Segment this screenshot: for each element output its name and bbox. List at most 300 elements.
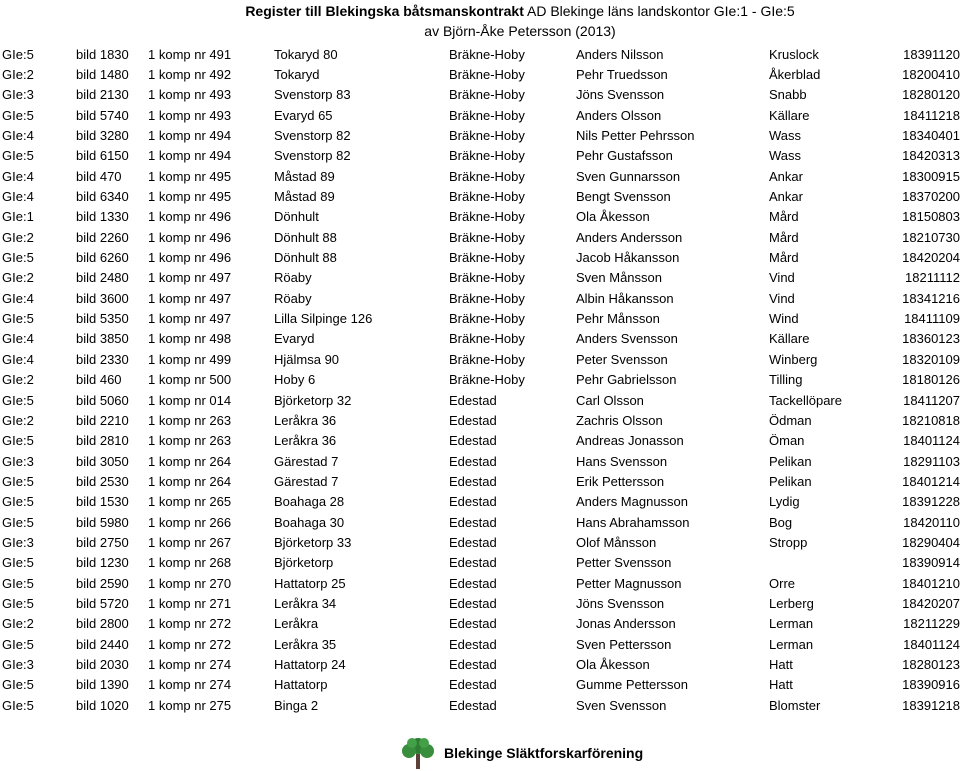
company-cell: 1 komp nr 271 [148,595,232,611]
name-cell: Jöns Svensson [576,87,665,103]
table-row [0,654,960,674]
table-row [0,247,960,267]
image-cell: bild 2330 [76,351,129,367]
name-cell: Pehr Gabrielsson [576,372,677,388]
place-cell: Evaryd 65 [274,107,333,123]
date-cell: 18411109 [904,311,960,327]
name-cell: Albin Håkansson [576,290,674,306]
table-row [0,125,960,145]
parish-cell: Edestad [449,697,497,713]
company-cell: 1 komp nr 497 [148,290,232,306]
date-cell: 18280123 [902,656,960,672]
tree-crown-top-left [407,738,417,748]
footer [400,738,660,768]
date-cell: 18341216 [902,290,960,306]
company-cell: 1 komp nr 499 [148,351,232,367]
image-cell: bild 1480 [76,67,129,83]
name-cell: Sven Pettersson [576,636,672,652]
company-cell: 1 komp nr 264 [148,473,232,489]
volume-cell: GIe:5 [2,392,34,408]
soldier-name-cell: Wass [769,128,802,144]
image-cell: bild 2810 [76,433,129,449]
image-cell: bild 6150 [76,148,129,164]
parish-cell: Bräkne-Hoby [449,311,525,327]
name-cell: Hans Abrahamsson [576,514,690,530]
name-cell: Sven Månsson [576,270,662,286]
image-cell: bild 2440 [76,636,129,652]
place-cell: Lilla Silpinge 126 [274,311,373,327]
image-cell: bild 2800 [76,616,129,632]
name-cell: Andreas Jonasson [576,433,684,449]
name-cell: Peter Svensson [576,351,668,367]
place-cell: Dönhult 88 [274,250,337,266]
tree-logo-icon [400,736,436,770]
table-row [0,471,960,491]
volume-cell: GIe:3 [2,87,34,103]
place-cell: Måstad 89 [274,189,335,205]
place-cell: Tokaryd [274,67,320,83]
company-cell: 1 komp nr 497 [148,270,232,286]
volume-cell: GIe:5 [2,46,34,62]
parish-cell: Bräkne-Hoby [449,250,525,266]
parish-cell: Edestad [449,453,497,469]
company-cell: 1 komp nr 496 [148,209,232,225]
table-row [0,532,960,552]
company-cell: 1 komp nr 494 [148,128,232,144]
soldier-name-cell: Mård [769,229,799,245]
volume-cell: GIe:5 [2,595,34,611]
date-cell: 18411218 [903,107,960,123]
date-cell: 18401214 [902,473,960,489]
volume-cell: GIe:5 [2,311,34,327]
header-title-bold: Register till Blekingska båtsmanskontrakt [245,3,524,19]
name-cell: Pehr Månsson [576,311,660,327]
place-cell: Leråkra 35 [274,636,337,652]
soldier-name-cell: Åkerblad [769,67,821,83]
date-cell: 18401124 [903,636,960,652]
company-cell: 1 komp nr 014 [148,392,232,408]
parish-cell: Edestad [449,677,497,693]
date-cell: 18150803 [902,209,960,225]
volume-cell: GIe:4 [2,351,34,367]
volume-cell: GIe:3 [2,453,34,469]
table-row [0,268,960,288]
soldier-name-cell: Wass [769,148,802,164]
soldier-name-cell: Källare [769,107,810,123]
date-cell: 18420204 [902,250,960,266]
date-cell: 18360123 [902,331,960,347]
date-cell: 18320109 [902,351,960,367]
table-row [0,146,960,166]
parish-cell: Bräkne-Hoby [449,107,525,123]
date-cell: 18420110 [903,514,960,530]
date-cell: 18401124 [903,433,960,449]
parish-cell: Edestad [449,575,497,591]
company-cell: 1 komp nr 491 [148,46,232,62]
name-cell: Ola Åkesson [576,656,650,672]
place-cell: Leråkra 36 [274,433,337,449]
place-cell: Svenstorp 82 [274,148,351,164]
table-row [0,553,960,573]
soldier-name-cell: Bog [769,514,793,530]
table-row [0,186,960,206]
company-cell: 1 komp nr 266 [148,514,232,530]
company-cell: 1 komp nr 274 [148,656,232,672]
parish-cell: Edestad [449,534,497,550]
place-cell: Gärestad 7 [274,473,339,489]
volume-cell: GIe:5 [2,494,34,510]
date-cell: 18420313 [902,148,960,164]
date-cell: 18420207 [902,595,960,611]
date-cell: 18280120 [902,87,960,103]
table-row [0,390,960,410]
header-title-rest: AD Blekinge läns landskontor GIe:1 - GIe:5 [526,3,795,19]
soldier-name-cell: Tackellöpare [769,392,842,408]
soldier-name-cell: Winberg [769,351,818,367]
place-cell: Binga 2 [274,697,319,713]
table-row [0,227,960,247]
image-cell: bild 1530 [76,494,129,510]
image-cell: bild 2210 [76,412,129,428]
name-cell: Sven Gunnarsson [576,168,681,184]
place-cell: Röaby [274,290,312,306]
date-cell: 18411207 [903,392,960,408]
image-cell: bild 470 [76,168,122,184]
volume-cell: GIe:5 [2,148,34,164]
image-cell: bild 1230 [76,555,129,571]
table-row [0,85,960,105]
image-cell: bild 3280 [76,128,129,144]
parish-cell: Edestad [449,656,497,672]
company-cell: 1 komp nr 498 [148,331,232,347]
date-cell: 18210730 [902,229,960,245]
date-cell: 18290404 [902,534,960,550]
soldier-name-cell: Vind [769,270,795,286]
company-cell: 1 komp nr 274 [148,677,232,693]
place-cell: Boahaga 28 [274,494,345,510]
table-row [0,675,960,695]
soldier-name-cell: Mård [769,250,799,266]
volume-cell: GIe:4 [2,331,34,347]
table-row [0,349,960,369]
soldier-name-cell: Mård [769,209,799,225]
volume-cell: GIe:5 [2,433,34,449]
parish-cell: Edestad [449,636,497,652]
image-cell: bild 460 [76,372,122,388]
volume-cell: GIe:4 [2,189,34,205]
place-cell: Tokaryd 80 [274,46,338,62]
parish-cell: Bräkne-Hoby [449,148,525,164]
soldier-name-cell: Lerberg [769,595,814,611]
parish-cell: Bräkne-Hoby [449,168,525,184]
place-cell: Dönhult [274,209,319,225]
table-row [0,431,960,451]
image-cell: bild 2260 [76,229,129,245]
name-cell: Anders Svensson [576,331,678,347]
place-cell: Gärestad 7 [274,453,339,469]
volume-cell: GIe:2 [2,616,34,632]
table-row [0,308,960,328]
parish-cell: Bräkne-Hoby [449,351,525,367]
soldier-name-cell: Ankar [769,189,803,205]
soldier-name-cell: Öman [769,433,805,449]
name-cell: Bengt Svensson [576,189,671,205]
volume-cell: GIe:5 [2,514,34,530]
company-cell: 1 komp nr 272 [148,636,232,652]
parish-cell: Edestad [449,473,497,489]
table-row [0,593,960,613]
place-cell: Björketorp [274,555,334,571]
image-cell: bild 1830 [76,46,129,62]
tree-trunk [416,754,420,769]
name-cell: Anders Olsson [576,107,662,123]
place-cell: Evaryd [274,331,315,347]
header-subtitle: av Björn-Åke Petersson (2013) [424,23,616,39]
table-row [0,44,960,64]
place-cell: Svenstorp 82 [274,128,351,144]
company-cell: 1 komp nr 495 [148,189,232,205]
register-table-body [0,44,960,715]
parish-cell: Bräkne-Hoby [449,87,525,103]
date-cell: 18300915 [902,168,960,184]
soldier-name-cell: Vind [769,290,795,306]
place-cell: Hattatorp [274,677,328,693]
place-cell: Björketorp 33 [274,534,352,550]
table-row [0,451,960,471]
parish-cell: Edestad [449,433,497,449]
volume-cell: GIe:5 [2,250,34,266]
soldier-name-cell: Källare [769,331,810,347]
parish-cell: Bräkne-Hoby [449,372,525,388]
soldier-name-cell: Ödman [769,412,812,428]
date-cell: 18340401 [902,128,960,144]
table-row [0,166,960,186]
soldier-name-cell: Ankar [769,168,803,184]
place-cell: Leråkra 36 [274,412,337,428]
image-cell: bild 1390 [76,677,129,693]
soldier-name-cell [769,553,899,573]
name-cell: Erik Pettersson [576,473,665,489]
name-cell: Nils Petter Pehrsson [576,128,695,144]
image-cell: bild 2130 [76,87,129,103]
soldier-name-cell: Lerman [769,616,814,632]
volume-cell: GIe:5 [2,107,34,123]
name-cell: Zachris Olsson [576,412,663,428]
table-row [0,512,960,532]
image-cell: bild 5740 [76,107,129,123]
volume-cell: GIe:4 [2,290,34,306]
date-cell: 18390916 [902,677,960,693]
volume-cell: GIe:4 [2,168,34,184]
table-row [0,105,960,125]
place-cell: Leråkra 34 [274,595,337,611]
date-cell: 18370200 [902,189,960,205]
image-cell: bild 5060 [76,392,129,408]
image-cell: bild 5720 [76,595,129,611]
name-cell: Jöns Svensson [576,595,665,611]
date-cell: 18200410 [902,67,960,83]
name-cell: Carl Olsson [576,392,644,408]
company-cell: 1 komp nr 268 [148,555,232,571]
date-cell: 18211229 [903,616,960,632]
place-cell: Dönhult 88 [274,229,337,245]
name-cell: Ola Åkesson [576,209,650,225]
image-cell: bild 3850 [76,331,129,347]
company-cell: 1 komp nr 265 [148,494,232,510]
parish-cell: Edestad [449,555,497,571]
table-row [0,634,960,654]
parish-cell: Bräkne-Hoby [449,189,525,205]
place-cell: Svenstorp 83 [274,87,351,103]
image-cell: bild 1330 [76,209,129,225]
table-row [0,288,960,308]
name-cell: Anders Nilsson [576,46,664,62]
volume-cell: GIe:5 [2,575,34,591]
company-cell: 1 komp nr 493 [148,87,232,103]
place-cell: Måstad 89 [274,168,335,184]
name-cell: Anders Magnusson [576,494,689,510]
parish-cell: Edestad [449,494,497,510]
table-row [0,329,960,349]
place-cell: Boahaga 30 [274,514,345,530]
register-table [0,44,960,715]
soldier-name-cell: Pelikan [769,453,812,469]
name-cell: Pehr Truedsson [576,67,668,83]
volume-cell: GIe:3 [2,656,34,672]
name-cell: Anders Andersson [576,229,683,245]
table-row [0,614,960,634]
soldier-name-cell: Lerman [769,636,814,652]
date-cell: 18180126 [902,372,960,388]
image-cell: bild 2590 [76,575,129,591]
name-cell: Jonas Andersson [576,616,676,632]
image-cell: bild 6260 [76,250,129,266]
soldier-name-cell: Hatt [769,677,793,693]
image-cell: bild 5980 [76,514,129,530]
soldier-name-cell: Blomster [769,697,821,713]
parish-cell: Bräkne-Hoby [449,67,525,83]
name-cell: Jacob Håkansson [576,250,680,266]
parish-cell: Bräkne-Hoby [449,128,525,144]
image-cell: bild 1020 [76,697,129,713]
company-cell: 1 komp nr 494 [148,148,232,164]
volume-cell: GIe:3 [2,534,34,550]
volume-cell: GIe:2 [2,412,34,428]
volume-cell: GIe:1 [2,209,34,225]
volume-cell: GIe:2 [2,67,34,83]
date-cell: 18391120 [903,46,960,62]
date-cell: 18291103 [903,453,960,469]
image-cell: bild 3600 [76,290,129,306]
image-cell: bild 3050 [76,453,129,469]
table-row [0,573,960,593]
parish-cell: Bräkne-Hoby [449,209,525,225]
table-row [0,695,960,715]
parish-cell: Edestad [449,595,497,611]
volume-cell: GIe:5 [2,697,34,713]
image-cell: bild 2750 [76,534,129,550]
header-title [0,0,960,21]
image-cell: bild 2530 [76,473,129,489]
soldier-name-cell: Hatt [769,656,793,672]
date-cell: 18210818 [902,412,960,428]
volume-cell: GIe:5 [2,555,34,571]
place-cell: Leråkra [274,616,319,632]
soldier-name-cell: Stropp [769,534,808,550]
company-cell: 1 komp nr 492 [148,67,232,83]
volume-cell: GIe:2 [2,372,34,388]
company-cell: 1 komp nr 496 [148,250,232,266]
soldier-name-cell: Kruslock [769,46,819,62]
soldier-name-cell: Lydig [769,494,800,510]
place-cell: Hjälmsa 90 [274,351,340,367]
name-cell: Hans Svensson [576,453,668,469]
volume-cell: GIe:5 [2,473,34,489]
parish-cell: Bräkne-Hoby [449,270,525,286]
company-cell: 1 komp nr 264 [148,453,232,469]
volume-cell: GIe:5 [2,636,34,652]
parish-cell: Bräkne-Hoby [449,229,525,245]
name-cell: Petter Svensson [576,555,672,571]
company-cell: 1 komp nr 497 [148,311,232,327]
place-cell: Björketorp 32 [274,392,352,408]
image-cell: bild 5350 [76,311,129,327]
parish-cell: Edestad [449,616,497,632]
table-row [0,64,960,84]
image-cell: bild 2480 [76,270,129,286]
soldier-name-cell: Snabb [769,87,807,103]
name-cell: Gumme Pettersson [576,677,688,693]
parish-cell: Edestad [449,514,497,530]
name-cell: Petter Magnusson [576,575,682,591]
date-cell: 18391228 [902,494,960,510]
parish-cell: Bräkne-Hoby [449,290,525,306]
name-cell: Pehr Gustafsson [576,148,673,164]
parish-cell: Edestad [449,412,497,428]
parish-cell: Edestad [449,392,497,408]
company-cell: 1 komp nr 267 [148,534,232,550]
date-cell: 18390914 [902,555,960,571]
volume-cell: GIe:2 [2,229,34,245]
soldier-name-cell: Wind [769,311,799,327]
company-cell: 1 komp nr 272 [148,616,232,632]
date-cell: 18211112 [905,270,960,286]
table-row [0,410,960,430]
soldier-name-cell: Pelikan [769,473,812,489]
volume-cell: GIe:5 [2,677,34,693]
company-cell: 1 komp nr 500 [148,372,232,388]
date-cell: 18401210 [902,575,960,591]
place-cell: Hattatorp 24 [274,656,346,672]
image-cell: bild 6340 [76,189,129,205]
volume-cell: GIe:4 [2,128,34,144]
table-row [0,370,960,390]
company-cell: 1 komp nr 495 [148,168,232,184]
company-cell: 1 komp nr 493 [148,107,232,123]
table-row [0,492,960,512]
parish-cell: Bräkne-Hoby [449,331,525,347]
company-cell: 1 komp nr 270 [148,575,232,591]
company-cell: 1 komp nr 496 [148,229,232,245]
company-cell: 1 komp nr 275 [148,697,232,713]
company-cell: 1 komp nr 263 [148,433,232,449]
soldier-name-cell: Tilling [769,372,803,388]
table-row [0,207,960,227]
name-cell: Sven Svensson [576,697,667,713]
tree-crown-top-right [419,738,429,748]
place-cell: Hoby 6 [274,372,316,388]
place-cell: Hattatorp 25 [274,575,346,591]
